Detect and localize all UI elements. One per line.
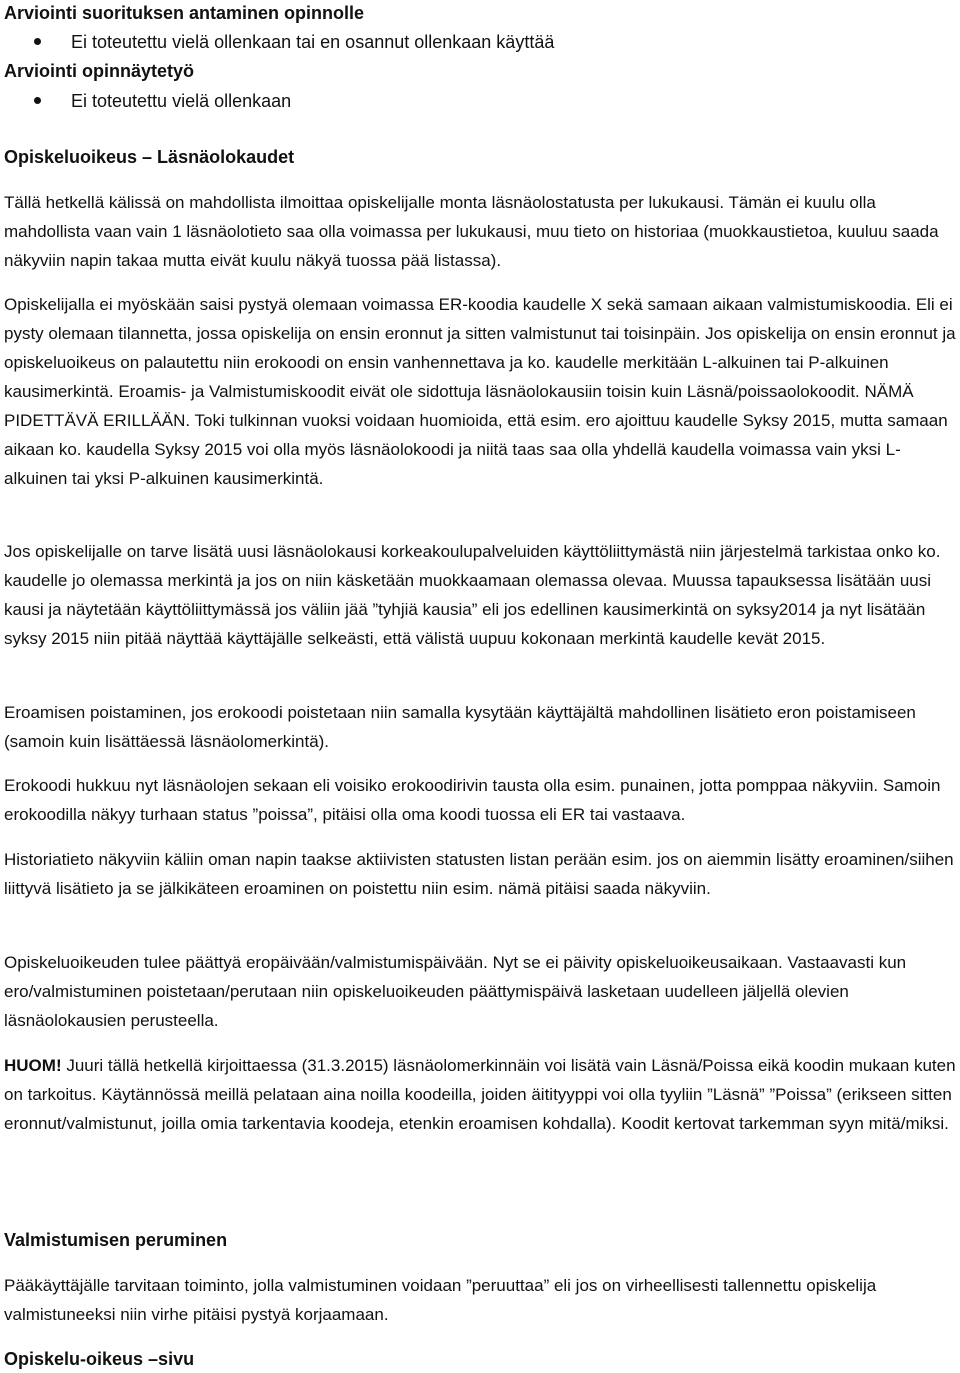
paragraph-9: Pääkäyttäjälle tarvitaan toiminto, jolla valmistuminen voidaan ”peruuttaa” eli jos on virheellisesti tallennettu opiskelija valmistuneeksi niin virhe pitäisi pystyä korjaamaan. [4,1276,877,1324]
paragraph-8 [4,1051,956,1138]
bullet-icon [34,38,41,45]
heading-attendance-periods: Opiskeluoikeus – Läsnäolokaudet [4,147,295,167]
paragraph-1: Tällä hetkellä kälissä on mahdollista ilmoittaa opiskelijalle monta läsnäolostatusta per lukukausi. Tämän ei kuulu olla mahdollista vaan vain 1 läsnäolotieto saa olla voimassa per lukukausi, muu tieto on historiaa (muokkaustietoa, kuuluu saada näkyviin napin takaa mutta eivät kuulu näkyä tuossa pää listassa). [4,193,939,270]
paragraph-7: Opiskeluoikeuden tulee päättyä eropäivään/valmistumispäivään. Nyt se ei päivity opiskeluoikeusaikaan. Vastaavasti kun ero/valmistuminen poistetaan/perutaan niin opiskeluoikeuden päättymispäivä lasketaan uudelleen jäljellä olevien läsnäolokausien perusteella. [4,953,907,1030]
bullet-text-2: Ei toteutettu vielä ollenkaan [71,91,292,111]
heading-assessment-course: Arviointi suorituksen antaminen opinnolle [4,3,365,23]
paragraph-3: Jos opiskelijalle on tarve lisätä uusi läsnäolokausi korkeakoulupalveluiden käyttöliittymästä niin järjestelmä tarkistaa onko ko. kaudelle jo olemassa merkintä ja jos on niin käsketään muokkaamaan olemassa olevaa. Muussa tapauksessa lisätään uusi kausi ja näytetään käyttöliittymässä jos väliin jää ”tyhjiä kausia” eli jos edellinen kausimerkintä on syksy2014 ja nyt lisätään syksy 2015 niin pitää näyttää käyttäjälle selkeästi, että välistä uupuu kokonaan merkintä kaudelle kevät 2015. [4,542,941,648]
bullet-icon [34,97,41,104]
bullet-item-2 [34,90,291,112]
paragraph-4: Eroamisen poistaminen, jos erokoodi poistetaan niin samalla kysytään käyttäjältä mahdollinen lisätieto eron poistamiseen (samoin kuin lisättäessä läsnäolomerkintä). [4,703,916,751]
paragraph-6: Historiatieto näkyviin käliin oman napin taakse aktiivisten statusten listan perään esim. jos on aiemmin lisätty eroaminen/siihen liittyvä lisätieto ja se jälkikäteen eroaminen on poistettu niin esim. nämä pitäisi saada näkyviin. [4,850,954,898]
bullet-item-1 [34,31,554,53]
note-label: HUOM! [4,1056,62,1075]
paragraph-2: Opiskelijalla ei myöskään saisi pystyä olemaan voimassa ER-koodia kaudelle X sekä samaan aikaan valmistumiskoodia. Eli ei pysty olemaan tilannetta, jossa opiskelija on ensin eronnut ja sitten valmistunut tai toisinpäin. Jos opiskelija on ensin eronnut ja opiskeluoikeus on palautettu niin erokoodi on ensin vanhennettava ja ko. kaudelle merkitään L-alkuinen tai P-alkuinen kausimerkintä. Eroamis- ja Valmistumiskoodit eivät ole sidottuja läsnäolokausiin toisin kuin Läsnä/poissaolokoodit. NÄMÄ PIDETTÄVÄ ERILLÄÄN. Toki tulkinnan vuoksi voidaan huomioida, että esim. ero ajoittuu kaudelle Syksy 2015, mutta samaan aikaan ko. kaudella Syksy 2015 voi olla myös läsnäolokoodi ja niitä taas saa olla yhdellä kaudella voimassa vain yksi L-alkuinen tai yksi P-alkuinen kausimerkintä. [4,295,956,488]
bullet-text-1: Ei toteutettu vielä ollenkaan tai en osannut ollenkaan käyttää [71,32,555,52]
note-text: Juuri tällä hetkellä kirjoittaessa (31.3.2015) läsnäolomerkinnäin voi lisätä vain Läsnä/Poissa eikä koodin mukaan kuten on tarkoitus. Käytännössä meillä pelataan aina noilla koodeilla, joiden äitityyppi voi olla tyyliin ”Läsnä” ”Poissa” (erikseen sitten eronnut/valmistunut, joilla omia tarkentavia koodeja, etenkin eroamisen kohdalla). Koodit kertovat tarkemman syyn mitä/miksi. [4,1056,956,1133]
heading-study-right-page: Opiskelu-oikeus –sivu [4,1349,195,1369]
heading-assessment-thesis: Arviointi opinnäytetyö [4,61,195,81]
paragraph-5: Erokoodi hukkuu nyt läsnäolojen sekaan eli voisiko erokoodirivin tausta olla esim. punainen, jotta pomppaa näkyviin. Samoin erokoodilla näkyy turhaan status ”poissa”, pitäisi olla oma koodi tuossa eli ER tai vastaava. [4,776,941,824]
heading-graduation-cancel: Valmistumisen peruminen [4,1230,228,1250]
